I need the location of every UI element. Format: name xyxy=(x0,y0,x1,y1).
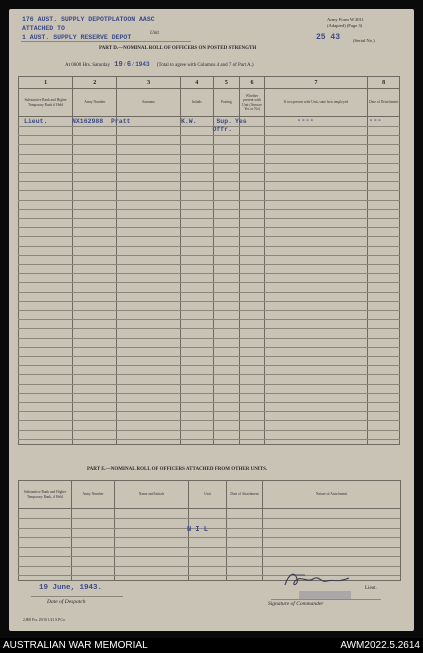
ruled-line xyxy=(18,319,400,320)
header-employed: If not present with Unit, state how employed xyxy=(264,89,367,117)
ruled-line xyxy=(18,528,400,529)
despatch-label: Date of Despatch xyxy=(47,599,86,605)
ruled-line xyxy=(18,292,400,293)
ruled-line xyxy=(18,393,400,394)
body-col-5 xyxy=(213,117,240,445)
signature-stamp xyxy=(299,591,351,599)
footer-left: AUSTRALIAN WAR MEMORIAL xyxy=(3,640,148,651)
row-army-number: NX162988 xyxy=(72,118,104,125)
unit-line-1: 176 AUST. SUPPLY DEPOTPLATOON AASC xyxy=(22,16,155,23)
body-col-6 xyxy=(240,117,265,445)
form-sheet xyxy=(9,9,414,631)
part-d-title: PART D.—NOMINAL ROLL OF OFFICERS ON POSTED STRENGTH xyxy=(99,46,257,51)
row-date: --- xyxy=(369,117,382,125)
col-num-6: 6 xyxy=(240,77,265,89)
serial-typed: 25 43 xyxy=(316,33,341,42)
col-num-7: 7 xyxy=(264,77,367,89)
col-num-1: 1 xyxy=(19,77,73,89)
ruled-line xyxy=(18,282,400,283)
form-adapted: (Adapted) (Page 3) xyxy=(327,23,363,28)
unit-line-3: 1 AUST. SUPPLY RESERVE DEPOT xyxy=(22,34,132,41)
body-col-2 xyxy=(73,117,117,445)
e-body-col-1 xyxy=(19,509,72,581)
header-army-number: Army Number xyxy=(73,89,117,117)
ruled-line xyxy=(18,356,400,357)
e-body-col-4 xyxy=(189,509,227,581)
signature-label: Signature of Commander xyxy=(268,601,324,607)
col-num-8: 8 xyxy=(368,77,400,89)
part-e-nil: N I L xyxy=(187,526,209,534)
row-rank: Lieut. xyxy=(24,118,48,125)
unit-line-2: ATTACHED TO xyxy=(22,25,65,32)
e-header-name: Name and Initials xyxy=(115,481,189,509)
col-num-3: 3 xyxy=(117,77,181,89)
header-initials: Initials xyxy=(180,89,213,117)
date-suffix: (Total to agree with Columns 4 and 7 of Part A.) xyxy=(156,63,254,68)
ruled-line xyxy=(18,227,400,228)
body-col-1 xyxy=(19,117,73,445)
col-num-2: 2 xyxy=(73,77,117,89)
header-posting: Posting xyxy=(213,89,240,117)
ruled-line xyxy=(18,537,400,538)
ruled-line xyxy=(18,547,400,548)
e-header-attach-date: Date of Attachment xyxy=(227,481,263,509)
unit-label: Unit xyxy=(150,31,159,36)
ruled-line xyxy=(18,236,400,237)
part-d-date-line xyxy=(65,61,254,69)
serial-label: (Serial No.) xyxy=(353,38,375,43)
ruled-line xyxy=(18,328,400,329)
ruled-line xyxy=(18,273,400,274)
row-surname: Pratt xyxy=(111,118,131,125)
ruled-line xyxy=(18,566,400,567)
date-year: 1943 xyxy=(135,61,150,68)
body-col-7 xyxy=(264,117,367,445)
header-present: Whether present with Unit (Answer Yes or No) xyxy=(240,89,265,117)
ruled-line xyxy=(18,255,400,256)
col-num-5: 5 xyxy=(213,77,240,89)
ruled-line xyxy=(18,338,400,339)
ruled-line xyxy=(18,556,400,557)
header-detachment-date: Date of Detachment xyxy=(368,89,400,117)
ruled-line xyxy=(18,374,400,375)
despatch-date: 19 June, 1943. xyxy=(39,584,103,592)
body-col-3 xyxy=(117,117,181,445)
ruled-line xyxy=(18,154,400,155)
ruled-line xyxy=(18,181,400,182)
ruled-line xyxy=(18,144,400,145)
date-sep: / xyxy=(123,62,126,68)
e-body-col-3 xyxy=(115,509,189,581)
rank-label: Lieut. xyxy=(365,586,377,591)
signature-underline xyxy=(271,599,381,600)
ruled-line xyxy=(18,310,400,311)
part-d-body xyxy=(19,117,400,445)
e-body-col-5 xyxy=(227,509,263,581)
ruled-line xyxy=(18,190,400,191)
ruled-line xyxy=(18,218,400,219)
e-body-col-2 xyxy=(72,509,115,581)
row-present: Yes xyxy=(235,118,247,125)
header-rank: Substantive Rank and Higher Temporary Rank if Held xyxy=(19,89,73,117)
ruled-line xyxy=(18,430,400,431)
ruled-line xyxy=(18,365,400,366)
ruled-line xyxy=(18,420,400,421)
ruled-line xyxy=(18,518,400,519)
signature-image xyxy=(277,569,357,591)
row-posting xyxy=(202,118,232,134)
unit-underline xyxy=(21,41,191,42)
ruled-line xyxy=(18,172,400,173)
e-header-rank: Substantive Rank and Higher Temporary Rank, if Held xyxy=(19,481,72,509)
ruled-line xyxy=(18,163,400,164)
ruled-line xyxy=(18,209,400,210)
row-employed: ---- xyxy=(297,117,314,125)
ruled-line xyxy=(18,301,400,302)
form-name: Army Form W.3011 xyxy=(327,17,364,22)
part-e-title: PART E.—NOMINAL ROLL OF OFFICERS ATTACHED FROM OTHER UNITS. xyxy=(87,467,268,472)
print-code: 2,800 Pcs. 29/10 1/41 S.P.Co. xyxy=(23,618,66,622)
ruled-line xyxy=(18,439,400,440)
date-month: 6 xyxy=(126,61,132,69)
archive-footer xyxy=(0,638,423,653)
body-col-8 xyxy=(368,117,400,445)
e-header-army-number: Army Number xyxy=(72,481,115,509)
date-day: 19 xyxy=(114,61,123,69)
row-posting-text: Sup. Offr. xyxy=(212,118,232,133)
ruled-line xyxy=(18,402,400,403)
e-header-nature: Nature of Attachment xyxy=(263,481,401,509)
header-surname: Surname xyxy=(117,89,181,117)
ruled-line xyxy=(18,135,400,136)
ruled-line xyxy=(18,384,400,385)
despatch-underline xyxy=(31,596,123,597)
date-prefix: At 0600 Hrs. Saturday xyxy=(65,63,110,68)
ruled-line xyxy=(18,246,400,247)
ruled-line xyxy=(18,200,400,201)
footer-right: AWM2022.5.2614 xyxy=(340,640,420,651)
ruled-line xyxy=(18,411,400,412)
col-num-4: 4 xyxy=(180,77,213,89)
ruled-line xyxy=(18,264,400,265)
ruled-line xyxy=(18,347,400,348)
row-initials: K.W. xyxy=(181,118,197,125)
date-sep-2: / xyxy=(132,62,134,68)
e-header-unit: Unit xyxy=(189,481,227,509)
body-col-4 xyxy=(180,117,213,445)
